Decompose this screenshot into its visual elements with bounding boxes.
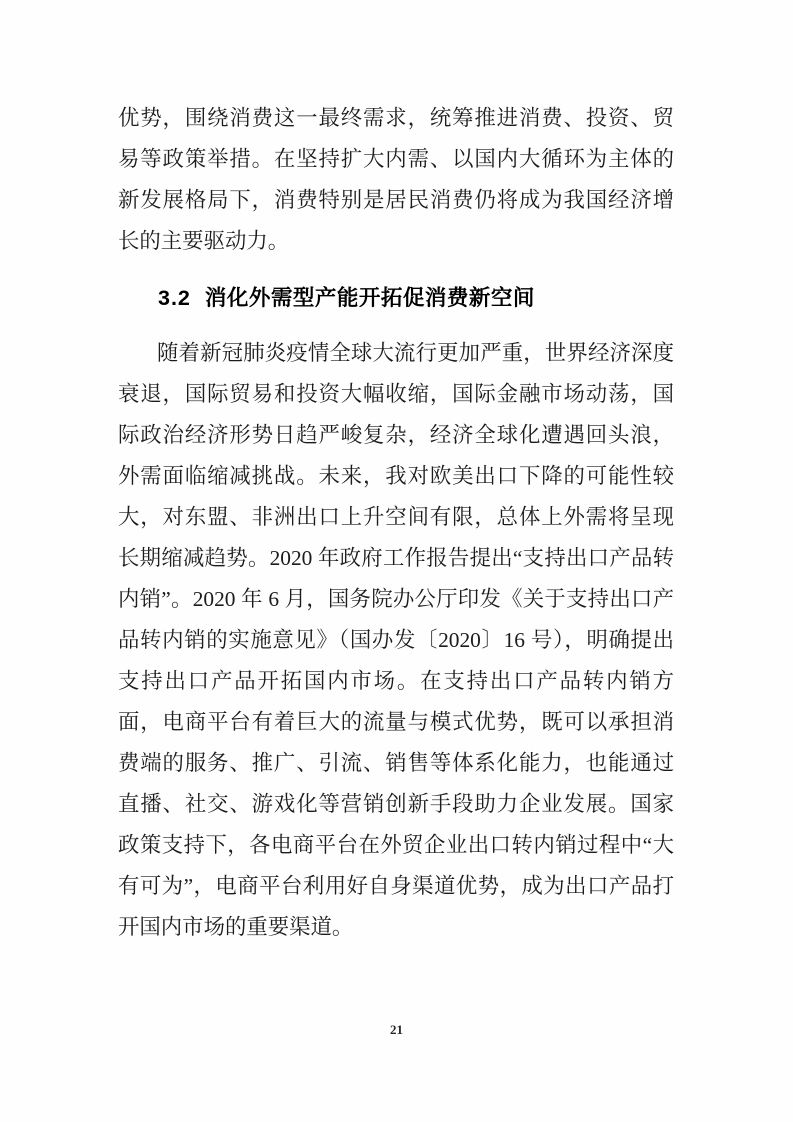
paragraph-continuation: 优势，围绕消费这一最终需求，统筹推进消费、投资、贸易等政策举措。在坚持扩大内需、以国内大循环为主体的新发展格局下，消费特别是居民消费仍将成为我国经济增长的主要驱动力。 bbox=[118, 106, 674, 253]
page-number: 21 bbox=[390, 1022, 403, 1037]
page-content bbox=[118, 98, 674, 948]
section-heading-title: 消化外需型产能开拓促消费新空间 bbox=[204, 286, 535, 310]
section-heading bbox=[118, 278, 674, 319]
section-heading-number: 3.2 bbox=[158, 286, 191, 310]
section-paragraph: 随着新冠肺炎疫情全球大流行更加严重，世界经济深度衰退，国际贸易和投资大幅收缩，国际金融市场动荡，国际政治经济形势日趋严峻复杂，经济全球化遭遇回头浪，外需面临缩减挑战。未来，我对欧美出口下降的可能性较大，对东盟、非洲出口上升空间有限，总体上外需将呈现长期缩减趋势。2020 年政府工作报告提出“支持出口产品转内销”。2020 年 6 月，国务院办公厅印发《关于支持出口产品转内销的实施意见》（国办发〔2020〕16 号），明确提出支持出口产品开拓国内市场。在支持出口产品转内销方面，电商平台有着巨大的流量与模式优势，既可以承担消费端的服务、推广、引流、销售等体系化能力，也能通过直播、社交、游戏化等营销创新手段助力企业发展。国家政策支持下，各电商平台在外贸企业出口转内销过程中“大有可为”，电商平台利用好自身渠道优势，成为出口产品打开国内市场的重要渠道。 bbox=[118, 341, 674, 939]
